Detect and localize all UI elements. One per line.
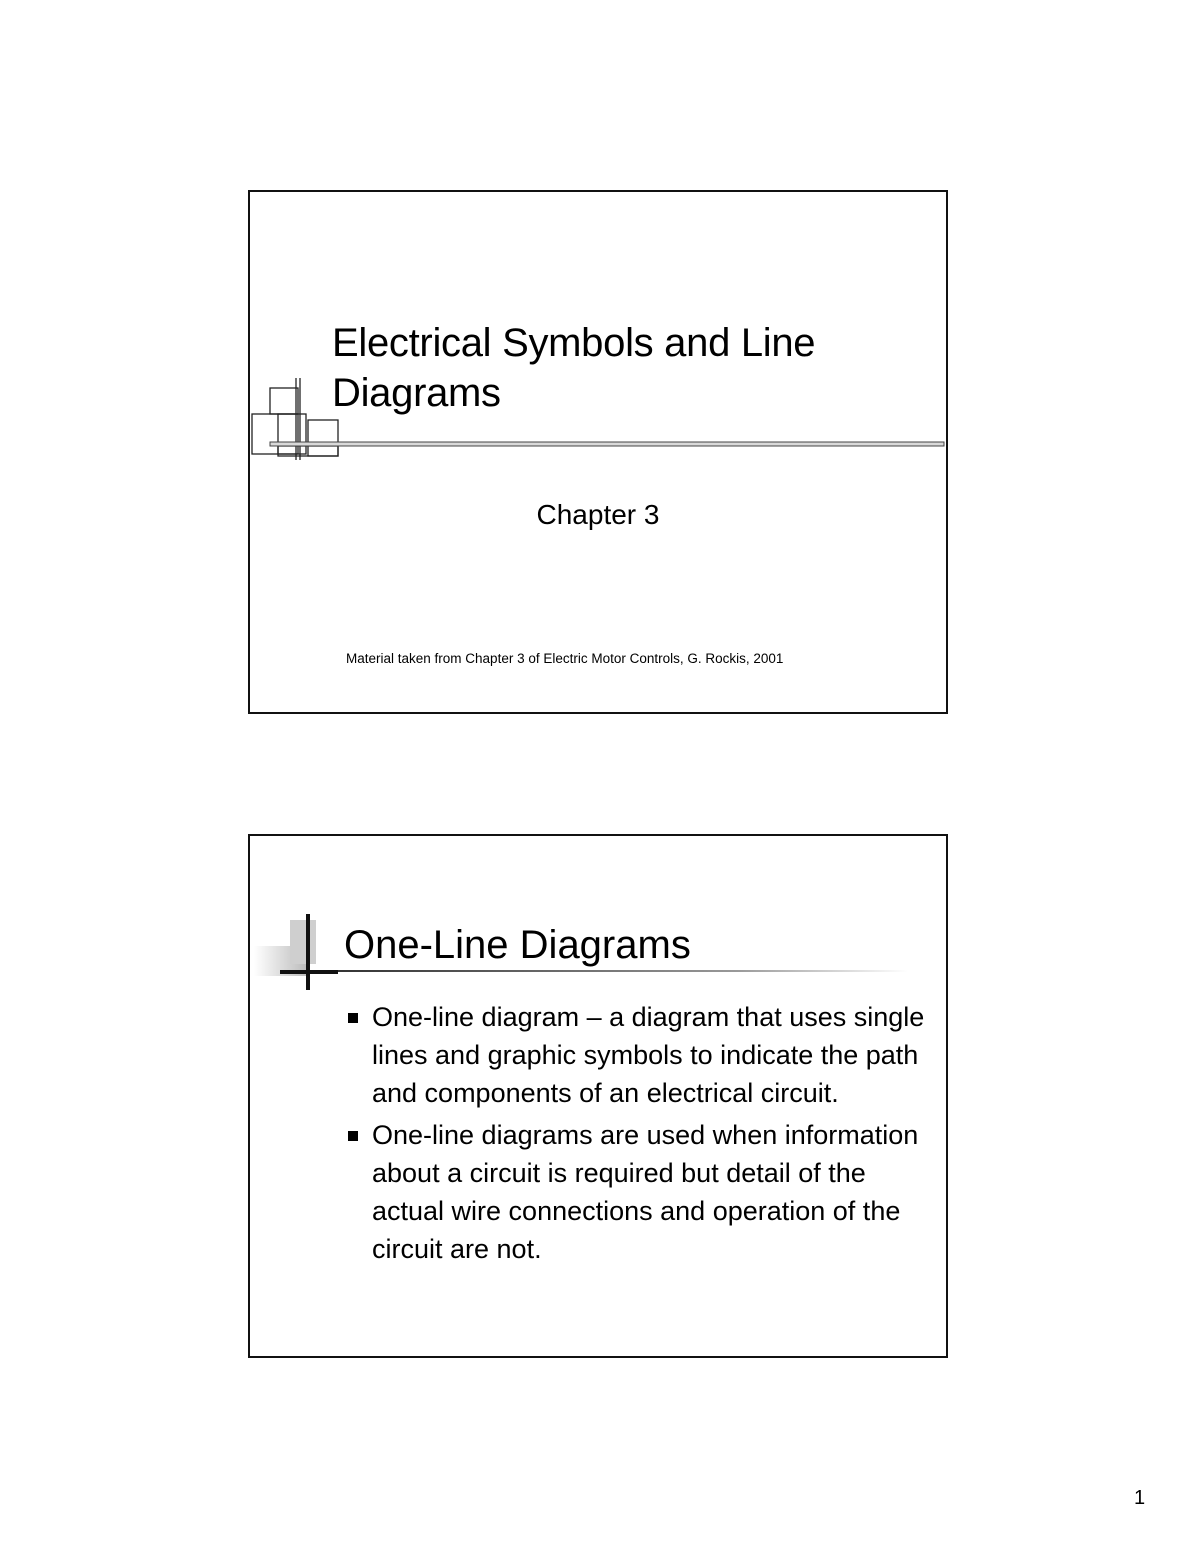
deco-shade-block	[290, 920, 316, 964]
bullet-list	[346, 998, 936, 1272]
square-bullet-icon	[348, 1131, 358, 1141]
deco-square-3	[278, 414, 306, 454]
square-bullet-icon	[348, 1013, 358, 1023]
list-item	[346, 998, 936, 1112]
slide-1-subtitle: Chapter 3	[536, 499, 660, 530]
bullet-text: One-line diagram – a diagram that uses single lines and graphic symbols to indicate the path and components of an electrical circuit.	[372, 1002, 925, 1108]
page-number: 1	[1134, 1487, 1146, 1509]
list-item	[346, 1116, 936, 1268]
deco-vertical-bar	[306, 914, 310, 990]
bullet-text: One-line diagrams are used when information about a circuit is required but detail of the actual wire connections and operation of the circuit are not.	[372, 1120, 919, 1264]
slide-2-title: One-Line Diagrams	[344, 923, 691, 967]
title-rule	[270, 442, 944, 446]
slide-2	[248, 834, 948, 1358]
slide-1	[248, 190, 948, 714]
deco-square-2	[252, 414, 298, 454]
deco-square-4	[308, 420, 338, 456]
slide-decoration-squares	[250, 192, 950, 716]
slide-1-title: Electrical Symbols and Line Diagrams	[332, 321, 816, 415]
slide-1-footnote: Material taken from Chapter 3 of Electric Motor Controls, G. Rockis, 2001	[346, 651, 784, 666]
title-underline	[338, 970, 908, 972]
deco-horizontal-bar	[280, 970, 338, 974]
deco-square-1	[270, 388, 298, 414]
